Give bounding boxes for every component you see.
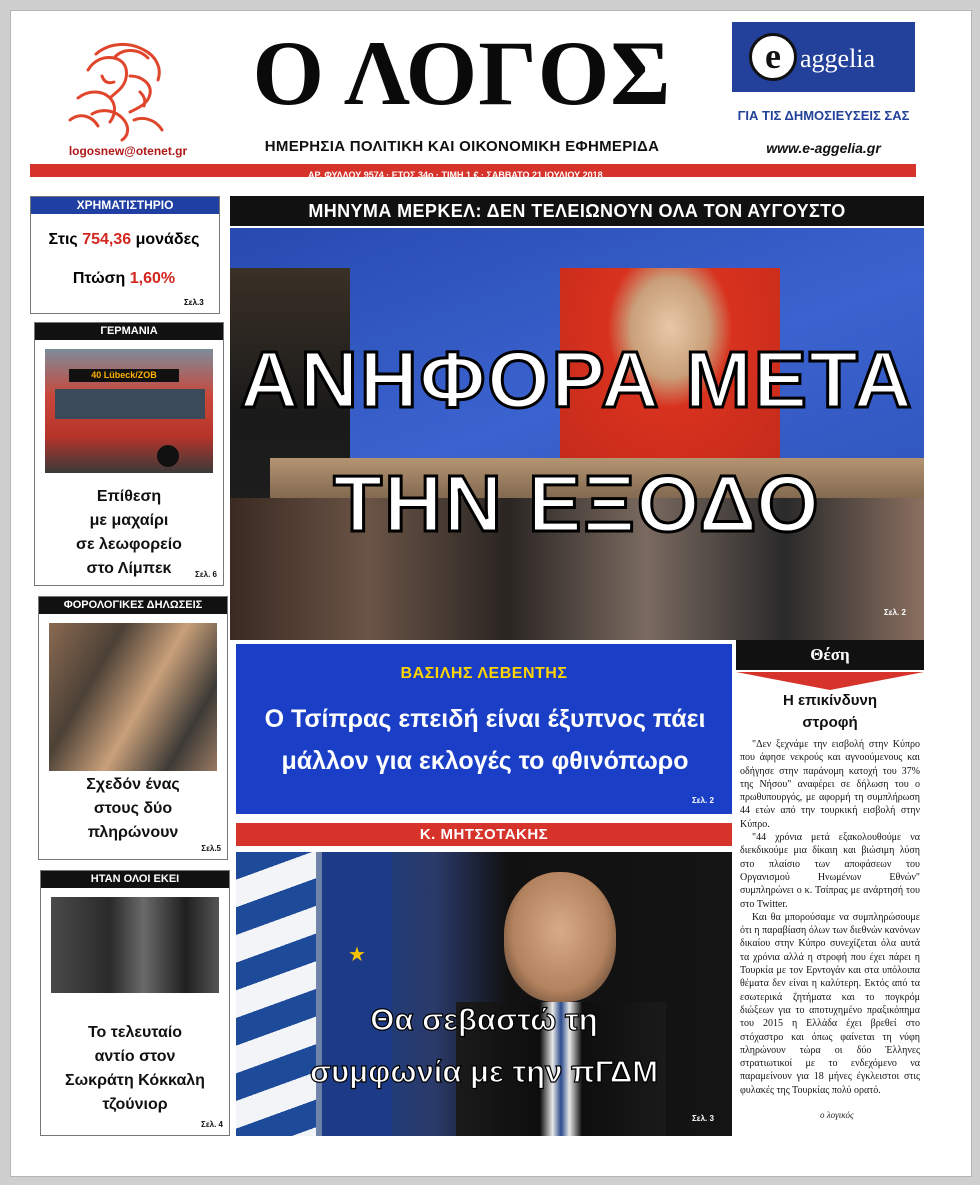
headline-line: πληρώνουν xyxy=(87,824,179,841)
markets-change-line xyxy=(32,270,216,288)
newspaper-title: Ο ΛΟΓΟΣ xyxy=(252,22,672,124)
speaker-head xyxy=(504,872,616,1002)
mitsotakis-headline xyxy=(236,994,732,1098)
markets-page-ref: Σελ.3 xyxy=(184,298,204,307)
opinion-heading: Θέση xyxy=(736,640,924,670)
crowd-photo xyxy=(49,623,217,771)
sidebar-card-heading: ΓΕΡΜΑΝΙΑ xyxy=(35,323,223,340)
advert-tagline: ΓΙΑ ΤΙΣ ΔΗΜΟΣΙΕΥΣΕΙΣ ΣΑΣ xyxy=(737,108,910,123)
bus-window xyxy=(55,389,205,419)
lead-page-ref: Σελ. 2 xyxy=(884,608,906,617)
opinion-title-line: Η επικίνδυνη xyxy=(783,692,877,709)
sidebar-card-heading: ΗΤΑΝ ΟΛΟΙ ΕΚΕΙ xyxy=(41,871,229,888)
opinion-signature: ο λογικός xyxy=(820,1110,854,1120)
sidebar-card-headline xyxy=(35,485,223,581)
sidebar-card-headline xyxy=(39,773,227,845)
opinion-title xyxy=(736,690,924,734)
sidebar-card-tax[interactable] xyxy=(38,596,228,860)
markets-index-post: μονάδες xyxy=(131,231,200,248)
lead-strapline[interactable]: ΜΗΝΥΜΑ ΜΕΡΚΕΛ: ΔΕΝ ΤΕΛΕΙΩΝΟΥΝ ΟΛΑ ΤΟΝ ΑΥΓΟΥΣΤΟ xyxy=(230,196,924,226)
advert-url: www.e-aggelia.gr xyxy=(766,140,881,156)
leventis-headline-line: Ο Τσίπρας επειδή είναι έξυπνος πάει xyxy=(264,705,706,733)
sidebar-card-heading: ΦΟΡΟΛΟΓΙΚΕΣ ΔΗΛΩΣΕΙΣ xyxy=(39,597,227,614)
markets-change-pre: Πτώση xyxy=(72,270,130,287)
headline-line: στο Λίμπεκ xyxy=(86,560,172,577)
logo-emblem-icon xyxy=(58,36,176,144)
sidebar-card-germany[interactable] xyxy=(34,322,224,586)
markets-change-value: 1,60% xyxy=(129,270,176,287)
markets-box xyxy=(30,196,220,314)
mitsotakis-headline-line: Θα σεβαστώ τη xyxy=(370,1002,598,1037)
page-ref: Σελ. 6 xyxy=(195,570,217,579)
advert-e-logo: e xyxy=(749,33,797,81)
sidebar-card-headline xyxy=(41,1021,229,1117)
headline-line: Επίθεση xyxy=(96,488,162,505)
leventis-label: ΒΑΣΙΛΗΣ ΛΕΒΕΝΤΗΣ xyxy=(400,665,568,682)
mitsotakis-page-ref: Σελ. 3 xyxy=(692,1114,714,1123)
markets-index-line xyxy=(32,231,216,249)
funeral-photo xyxy=(51,897,219,993)
bus-wheel xyxy=(157,445,179,467)
lead-headline xyxy=(230,318,924,566)
headline-line: Σωκράτη Κόκκαλη xyxy=(65,1072,205,1089)
opinion-arrow-icon xyxy=(736,672,924,690)
article-paragraph: Και θα μπορούσαμε να συμπληρώσουμε ότι η παραβίαση όλων των διεθνών κανόνων δικαίου στην Κύπρο συνεχίζεται όλα αυτά τα χρόνια αλλά η στροφή που έχει πάρει η Τουρκία με τον Ερντογάν και στα υπόλοιπα θέματα δεν είναι η καλύτερη. Εκτός από τα εσωτερικά ζητήματα και το πογκρόμ διώξεων για το αποτυχημένο πραξικόπημα του 2015 η Ελλάδα έχει βρεθεί στο στόχαστρο και όπως φαίνεται τη νύφη πληρώνουν τώρα οι δύο Έλληνες στρατιωτικοί με το ενδεχόμενο να παραμείνουν για 18 μήνες έγκλειστοι στις φυλακές της Τουρκίας πολύ ορατό. xyxy=(740,911,920,1096)
eu-flag-star-icon: ★ xyxy=(348,944,366,966)
markets-heading: ΧΡΗΜΑΤΙΣΤΗΡΙΟ xyxy=(31,197,219,214)
page-ref: Σελ. 4 xyxy=(201,1120,223,1129)
issue-line: ΑΡ. ΦΥΛΛΟΥ 9574 · ΕΤΟΣ 34ο · ΤΙΜΗ 1 € · ΣΑΒΒΑΤΟ 21 ΙΟΥΛΙΟΥ 2018 xyxy=(308,170,603,180)
bus-photo xyxy=(45,349,213,473)
bus-destination-sign: 40 Lübeck/ZOB xyxy=(69,369,179,382)
sidebar-card-funeral[interactable] xyxy=(40,870,230,1136)
headline-line: στους δύο xyxy=(93,800,173,817)
article-paragraph: "44 χρόνια μετά εξακολουθούμε να διεκδικούμε μια δίκαιη και βιώσιμη λύση στο πλαίσιο των αποφάσεων του Οργανισμού Ηνωμένων Εθνών" συμπληρώνει ο κ. Τσίπρας με ανάρτησή του στο Twitter. xyxy=(740,832,920,910)
headline-line: τζούνιορ xyxy=(102,1096,168,1113)
mitsotakis-label[interactable]: Κ. ΜΗΤΣΟΤΑΚΗΣ xyxy=(236,823,732,846)
lead-headline-line: ΤΗΝ ΕΞΟΔΟ xyxy=(333,459,821,548)
markets-index-value: 754,36 xyxy=(82,231,132,248)
newspaper-subtitle: ΗΜΕΡΗΣΙΑ ΠΟΛΙΤΙΚΗ ΚΑΙ ΟΙΚΟΝΟΜΙΚΗ ΕΦΗΜΕΡΙΔΑ xyxy=(264,138,660,155)
markets-index-pre: Στις xyxy=(48,231,83,248)
leventis-headline xyxy=(244,698,726,782)
lead-headline-line: ΑΝΗΦΟΡΑ ΜΕΤΑ xyxy=(240,335,914,424)
leventis-page-ref: Σελ. 2 xyxy=(692,796,714,805)
opinion-article xyxy=(740,738,920,1097)
opinion-title-line: στροφή xyxy=(802,714,858,731)
mitsotakis-headline-line: συμφωνία με την πΓΔΜ xyxy=(309,1054,659,1089)
headline-line: Σχεδόν ένας xyxy=(86,776,180,793)
leventis-headline-line: μάλλον για εκλογές το φθινόπωρο xyxy=(281,747,689,775)
contact-email: logosnew@otenet.gr xyxy=(68,144,188,158)
advert-name: aggelia xyxy=(800,44,876,73)
headline-line: σε λεωφορείο xyxy=(76,536,182,553)
headline-line: με μαχαίρι xyxy=(89,512,169,529)
article-paragraph: "Δεν ξεχνάμε την εισβολή στην Κύπρο που άφησε νεκρούς και αγνοούμενους και οδήγησε στην παράνομη κατοχή του 37% της Νήσου" αναφέρει σε δήλωση του ο πρωθυπουργός, με αφορμή τη συμπλήρωση 44 ετών από την τουρκική εισβολή στην Κύπρο. xyxy=(740,739,920,830)
page-ref: Σελ.5 xyxy=(201,844,221,853)
headline-line: αντίο στον xyxy=(94,1048,176,1065)
headline-line: Το τελευταίο xyxy=(87,1024,183,1041)
